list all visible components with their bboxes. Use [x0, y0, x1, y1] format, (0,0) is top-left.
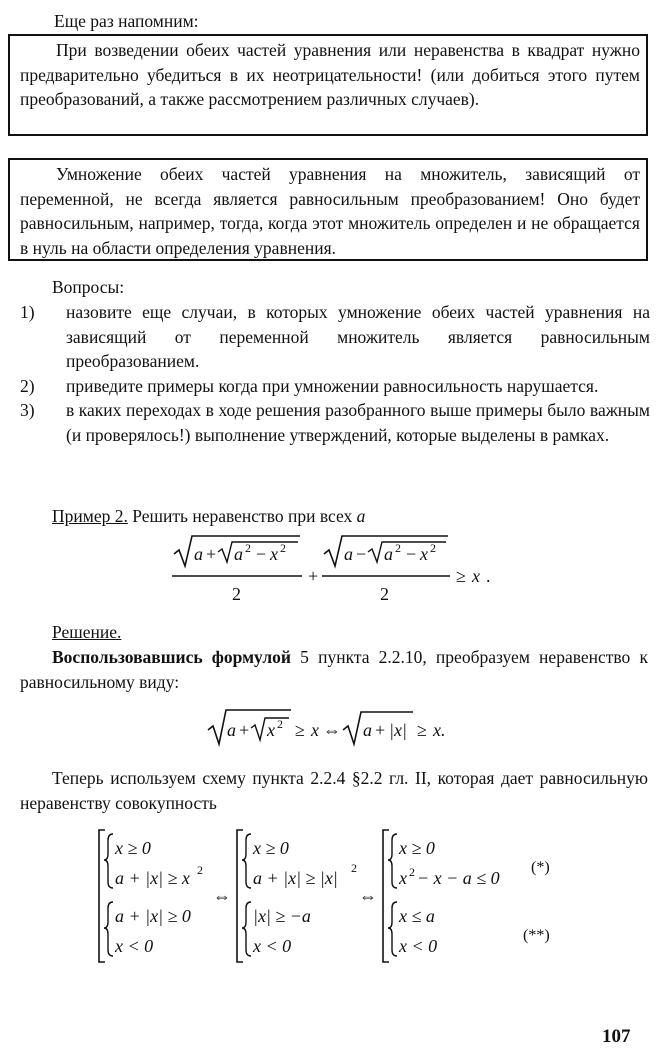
system-line: x < 0 — [115, 936, 154, 956]
formula-var: a — [227, 720, 236, 740]
example-text: Решить неравенство при всех — [127, 506, 357, 526]
questions-list — [16, 300, 650, 447]
set-bracket — [99, 830, 105, 962]
question-item — [16, 398, 650, 447]
exponent: 2 — [280, 541, 286, 555]
denominator: 2 — [380, 584, 389, 604]
geq-sign: ≥ — [295, 720, 305, 740]
system-brace — [242, 834, 251, 888]
equivalence-sign: ⇔ — [359, 886, 377, 906]
solution-rest: 5 пункта 2.2.10, преобразуем неравенство к равносильному виду: — [20, 647, 648, 692]
case-mark: (**) — [523, 927, 550, 944]
rule-box-squaring-text: При возведении обеих частей уравнения или неравенства в квадрат нужно предварительно убедиться в их неотрицательности! (или добиться этого путем преобразований, а также рассмотрением различных случаев). — [20, 40, 640, 109]
plus-sign: + — [308, 566, 319, 586]
exponent: 2 — [197, 863, 203, 877]
case-mark: (*) — [531, 859, 550, 876]
system-line: a + |x| ≥ 0 — [115, 906, 191, 926]
system-line: x ≥ 0 — [115, 838, 151, 858]
system-line: a + |x| ≥ x — [115, 868, 190, 888]
solution-paragraph — [20, 645, 648, 694]
example-heading — [52, 504, 365, 529]
exponent: 2 — [351, 861, 357, 875]
rule-box-multiplication-text: Умножение обеих частей уравнения на множитель, зависящий от переменной, не всегда является равносильным преобразованием! Оно будет равносильным, например, тогда, когда этот множитель определен и не обращается в нуль на области определения уравнения. — [20, 164, 640, 258]
set-bracket — [383, 830, 389, 962]
system-line: a + |x| ≥ |x| — [253, 868, 338, 888]
rhs-variable: x — [472, 566, 480, 586]
question-text: назовите еще случаи, в которых умножение обеих частей уравнения на зависящий от переменной множитель является равносильным преобразованием. — [66, 302, 650, 371]
formula-var: a — [344, 544, 353, 564]
equivalence-sign: ⇔ — [323, 720, 341, 740]
exponent: 2 — [395, 541, 401, 555]
system-line: − x − a ≤ 0 — [417, 868, 500, 888]
formula-var: a — [234, 544, 243, 564]
formula-var: x — [267, 720, 275, 740]
abs-x: |x| — [389, 720, 407, 740]
rhs-variable: x — [311, 720, 319, 740]
question-text: приведите примеры когда при умножении равносильность нарушается. — [66, 375, 599, 396]
system-line: x ≥ 0 — [253, 838, 289, 858]
question-text: в каких переходах в ходе решения разобранного выше примеры было важным (и проверялось!) выполнение утверждений, которые выделены в рамках. — [66, 400, 650, 445]
system-brace — [388, 834, 397, 888]
formula-var: a — [363, 720, 372, 740]
question-number: 3) — [20, 400, 35, 420]
scheme-paragraph: Теперь используем схему пункта 2.2.4 §2.2 гл. II, которая дает равносильную неравенству совокупность — [20, 768, 648, 813]
minus-sign: − — [406, 544, 417, 564]
plus-sign: + — [239, 720, 250, 740]
equivalent-inequality-formula — [205, 706, 465, 750]
inequality-formula — [170, 532, 500, 612]
system-line: x — [399, 868, 407, 888]
denominator: 2 — [232, 584, 241, 604]
exponent: 2 — [277, 717, 283, 731]
exponent: 2 — [430, 541, 436, 555]
system-line: x < 0 — [253, 936, 292, 956]
system-line: |x| ≥ −a — [253, 906, 311, 926]
system-brace — [104, 834, 113, 888]
inequality-system — [95, 826, 565, 966]
minus-sign: − — [356, 544, 367, 564]
example-label: Пример 2. — [52, 506, 128, 526]
system-brace — [388, 902, 397, 956]
example-variable: a — [356, 506, 366, 526]
solution-bold: Воспользовавшись формулой — [52, 647, 292, 667]
rule-box-squaring — [8, 34, 648, 136]
formula-var: x — [420, 544, 428, 564]
formula-var: x — [270, 544, 278, 564]
equivalence-sign: ⇔ — [213, 886, 231, 906]
question-number: 1) — [20, 302, 35, 322]
system-line: x < 0 — [399, 936, 438, 956]
geq-sign: ≥ — [456, 566, 466, 586]
questions-title: Вопросы: — [52, 277, 125, 297]
period: . — [486, 566, 491, 586]
question-item — [16, 300, 650, 374]
system-line: x ≥ 0 — [399, 838, 435, 858]
plus-sign: + — [206, 544, 217, 564]
system-brace — [104, 902, 113, 956]
system-brace — [242, 902, 251, 956]
plus-sign: + — [375, 720, 386, 740]
system-line: x ≤ a — [399, 906, 435, 926]
set-bracket — [237, 830, 243, 962]
minus-sign: − — [256, 544, 267, 564]
geq-sign: ≥ — [417, 720, 427, 740]
solution-label: Решение. — [52, 622, 122, 642]
question-item — [16, 374, 650, 399]
formula-var: a — [384, 544, 393, 564]
exponent: 2 — [409, 865, 415, 879]
question-number: 2) — [20, 375, 35, 396]
exponent: 2 — [245, 541, 251, 555]
reminder-heading: Еще раз напомним: — [54, 11, 199, 31]
rhs-variable: x. — [433, 720, 446, 740]
formula-var: a — [194, 544, 203, 564]
rule-box-multiplication — [8, 158, 648, 261]
page-number: 107 — [602, 1026, 631, 1047]
